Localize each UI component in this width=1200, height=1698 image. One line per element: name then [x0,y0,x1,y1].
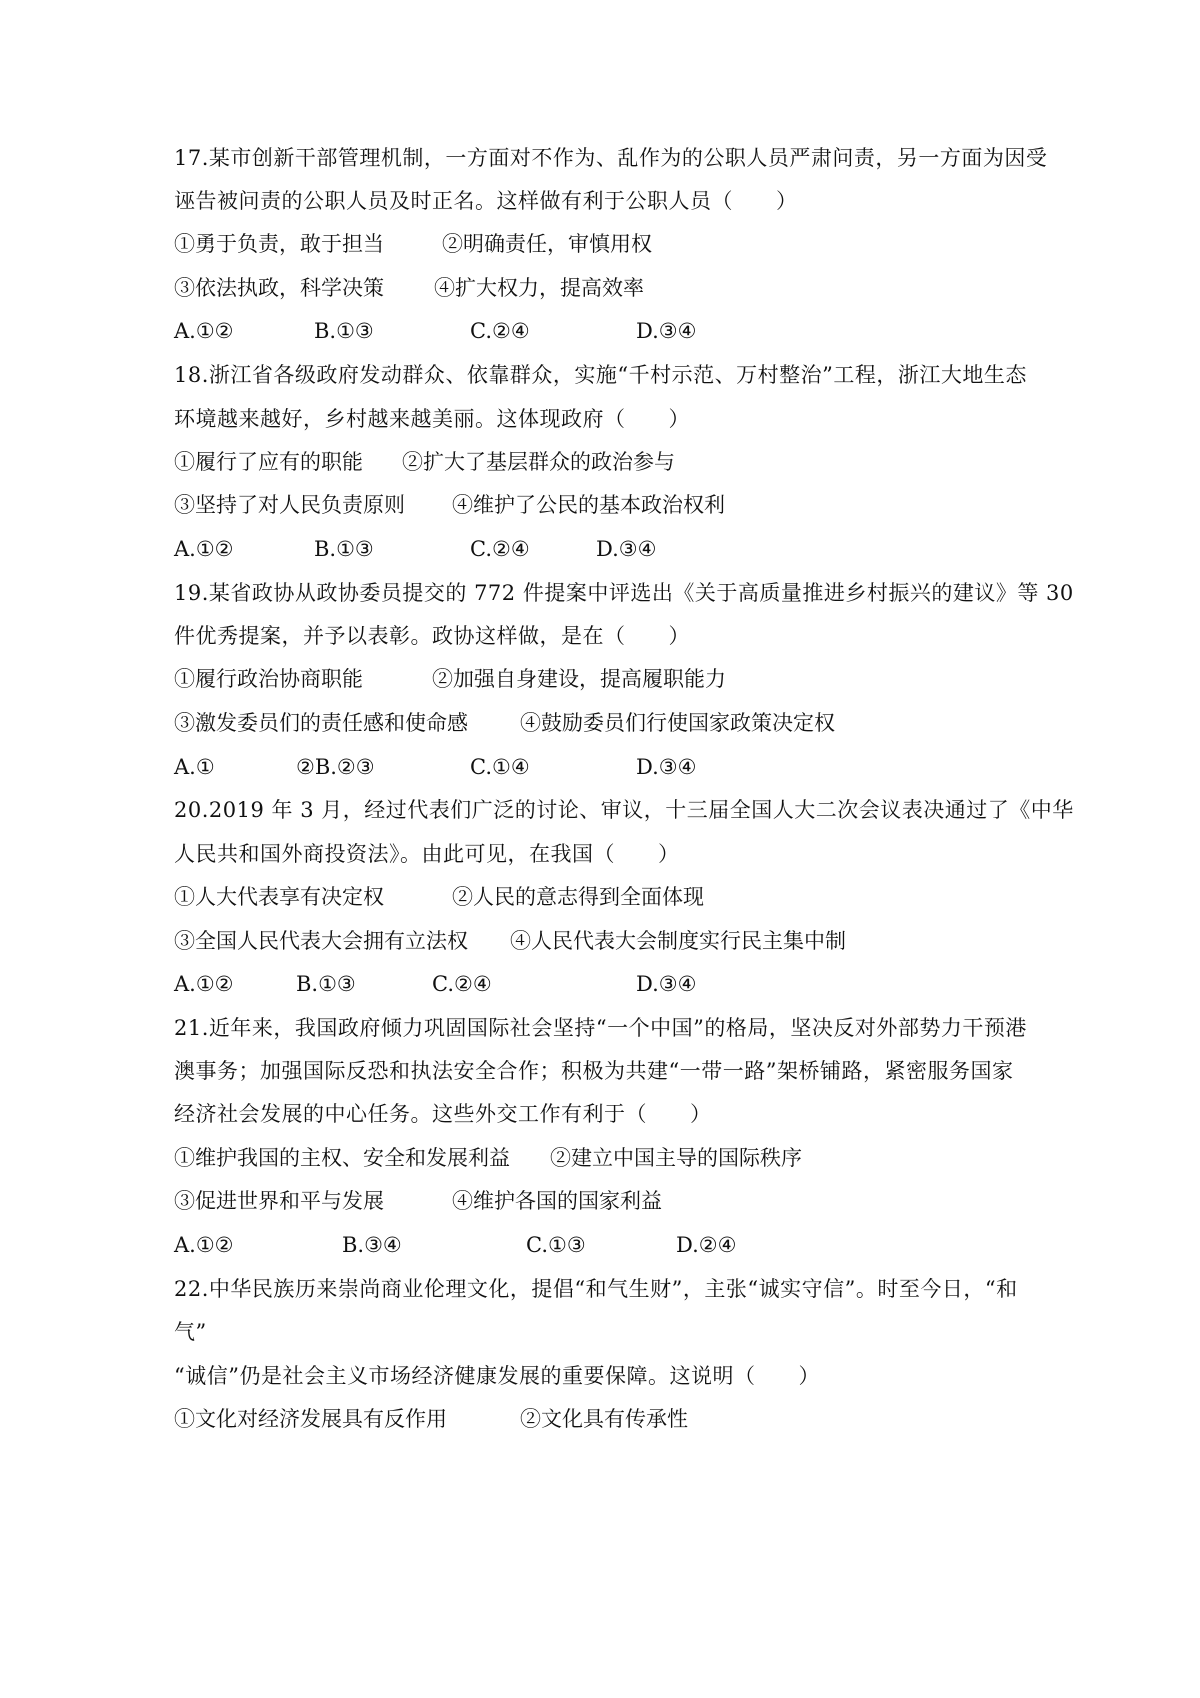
q18-statement-4: ④维护了公民的基本政治权利 [452,493,725,517]
q18-stem-line-1: 18.浙江省各级政府发动群众、依靠群众，实施“千村示范、万村整治”工程，浙江大地生态 [174,363,1027,387]
q22-stem-line-1: 22.中华民族历来崇尚商业伦理文化，提倡“和气生财”，主张“诚实守信”。时至今日，“和 [174,1277,1018,1301]
q18-choice-a: A.①② [174,537,234,561]
q21-choice-b: B.③④ [342,1233,402,1257]
q21-stem-line-2: 澳事务；加强国际反恐和执法安全合作；积极为共建“一带一路”架桥铺路，紧密服务国家 [174,1059,1014,1083]
q19-choice-c: C.①④ [470,755,530,779]
q17-statement-2: ②明确责任，审慎用权 [442,232,652,256]
q21-choice-c: C.①③ [526,1233,586,1257]
q17-statement-4: ④扩大权力，提高效率 [434,276,644,300]
q21-statement-3: ③促进世界和平与发展 [174,1189,384,1213]
q20-choice-a: A.①② [174,972,234,996]
q19-choice-d: D.③④ [636,755,697,779]
q18-statement-3: ③坚持了对人民负责原则 [174,493,405,517]
q18-statement-2: ②扩大了基层群众的政治参与 [402,450,675,474]
q17-stem-line-2: 诬告被问责的公职人员及时正名。这样做有利于公职人员（ ） [174,189,798,213]
q20-choice-d: D.③④ [636,972,697,996]
q21-choice-a: A.①② [174,1233,234,1257]
q18-stem-line-2: 环境越来越好，乡村越来越美丽。这体现政府（ ） [174,407,690,431]
q17-choice-b: B.①③ [314,319,374,343]
q21-choice-d: D.②④ [676,1233,737,1257]
q17-choice-d: D.③④ [636,319,697,343]
q17-choice-a: A.①② [174,319,234,343]
q22-statement-1: ①文化对经济发展具有反作用 [174,1407,447,1431]
q21-statement-2: ②建立中国主导的国际秩序 [550,1146,802,1170]
q21-stem-line-3: 经济社会发展的中心任务。这些外交工作有利于（ ） [174,1102,712,1126]
q20-statement-2: ②人民的意志得到全面体现 [452,885,704,909]
q19-choice-b: ②B.②③ [296,755,375,779]
q20-choice-c: C.②④ [432,972,492,996]
q22-stem-line-3: “诚信”仍是社会主义市场经济健康发展的重要保障。这说明（ ） [174,1364,820,1388]
q18-choice-b: B.①③ [314,537,374,561]
q19-choice-a: A.① [174,755,215,779]
q21-statement-4: ④维护各国的国家利益 [452,1189,662,1213]
q19-statement-1: ①履行政治协商职能 [174,667,363,691]
q21-statement-1: ①维护我国的主权、安全和发展利益 [174,1146,510,1170]
q21-stem-line-1: 21.近年来，我国政府倾力巩固国际社会坚持“一个中国”的格局，坚决反对外部势力干预港 [174,1016,1027,1040]
q20-statement-1: ①人大代表享有决定权 [174,885,384,909]
q17-statement-3: ③依法执政，科学决策 [174,276,384,300]
q19-statement-3: ③激发委员们的责任感和使命感 [174,711,468,735]
q19-statement-4: ④鼓励委员们行使国家政策决定权 [520,711,835,735]
q19-stem-line-2: 件优秀提案，并予以表彰。政协这样做，是在（ ） [174,624,690,648]
q20-stem-line-2: 人民共和国外商投资法》。由此可见，在我国（ ） [174,842,680,866]
q18-choice-c: C.②④ [470,537,530,561]
q22-statement-2: ②文化具有传承性 [520,1407,688,1431]
q18-statement-1: ①履行了应有的职能 [174,450,363,474]
q17-choice-c: C.②④ [470,319,530,343]
q20-statement-3: ③全国人民代表大会拥有立法权 [174,929,468,953]
q17-stem-line-1: 17.某市创新干部管理机制，一方面对不作为、乱作为的公职人员严肃问责，另一方面为因受 [174,146,1048,170]
q20-statement-4: ④人民代表大会制度实行民主集中制 [510,929,846,953]
q20-choice-b: B.①③ [296,972,356,996]
q17-statement-1: ①勇于负责，敢于担当 [174,232,384,256]
q20-stem-line-1: 20.2019 年 3 月，经过代表们广泛的讨论、审议，十三届全国人大二次会议表决通过了《中华 [174,798,1074,822]
q19-stem-line-1: 19.某省政协从政协委员提交的 772 件提案中评选出《关于高质量推进乡村振兴的建议》等 30 [174,581,1074,605]
q19-statement-2: ②加强自身建设，提高履职能力 [432,667,726,691]
q22-stem-line-2: 气” [174,1320,207,1344]
q18-choice-d: D.③④ [596,537,657,561]
